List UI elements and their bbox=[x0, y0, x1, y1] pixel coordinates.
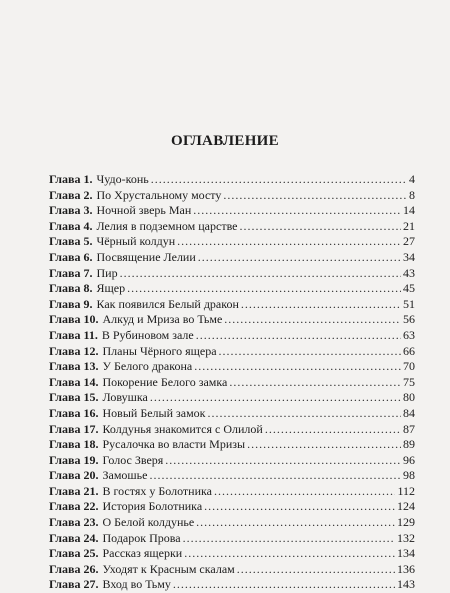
dot-leader bbox=[237, 562, 395, 578]
chapter-title: Замошье bbox=[102, 468, 148, 483]
dot-leader bbox=[208, 406, 402, 422]
chapter-title: Алкуд и Мриза во Тьме bbox=[102, 312, 223, 327]
chapter-page-number: 14 bbox=[403, 203, 415, 218]
toc-entry bbox=[49, 219, 415, 235]
chapter-page-number: 84 bbox=[403, 405, 415, 420]
chapter-title: Чёрный колдун bbox=[96, 234, 176, 249]
chapter-page-number: 70 bbox=[403, 359, 415, 374]
chapter-title: Как появился Белый дракон bbox=[96, 296, 239, 311]
chapter-label: Глава 7. bbox=[49, 265, 93, 280]
chapter-title: Русалочка во власти Мризы bbox=[102, 437, 246, 452]
chapter-title: Покорение Белого замка bbox=[102, 374, 228, 389]
dot-leader bbox=[173, 577, 395, 593]
dot-leader bbox=[198, 250, 401, 266]
dot-leader bbox=[194, 359, 401, 375]
chapter-title: Ящер bbox=[96, 281, 126, 296]
table-of-contents bbox=[49, 172, 415, 593]
toc-entry bbox=[49, 515, 415, 531]
chapter-page-number: 75 bbox=[403, 374, 415, 389]
toc-entry bbox=[49, 266, 415, 282]
chapter-label: Глава 22. bbox=[49, 499, 99, 514]
chapter-label: Глава 12. bbox=[49, 343, 99, 358]
dot-leader bbox=[219, 344, 401, 360]
chapter-page-number: 21 bbox=[403, 218, 415, 233]
chapter-title: Вход во Тьму bbox=[102, 577, 171, 592]
toc-entry bbox=[49, 375, 415, 391]
toc-entry bbox=[49, 562, 415, 578]
dot-leader bbox=[193, 203, 401, 219]
toc-entry bbox=[49, 203, 415, 219]
dot-leader bbox=[184, 546, 395, 562]
chapter-title: У Белого дракона bbox=[102, 359, 193, 374]
dot-leader bbox=[183, 531, 395, 547]
chapter-label: Глава 1. bbox=[49, 172, 93, 186]
toc-entry bbox=[49, 188, 415, 204]
chapter-page-number: 34 bbox=[403, 249, 415, 264]
toc-entry bbox=[49, 250, 415, 266]
chapter-page-number: 8 bbox=[409, 187, 415, 202]
chapter-page-number: 56 bbox=[403, 312, 415, 327]
dot-leader bbox=[240, 219, 402, 235]
toc-entry bbox=[49, 437, 415, 453]
dot-leader bbox=[224, 312, 401, 328]
chapter-page-number: 4 bbox=[409, 172, 415, 186]
chapter-page-number: 96 bbox=[403, 452, 415, 467]
chapter-label: Глава 2. bbox=[49, 187, 93, 202]
chapter-page-number: 63 bbox=[403, 327, 415, 342]
chapter-label: Глава 20. bbox=[49, 468, 99, 483]
chapter-title: Пир bbox=[96, 265, 118, 280]
chapter-page-number: 98 bbox=[403, 468, 415, 483]
chapter-label: Глава 27. bbox=[49, 577, 99, 592]
toc-entry bbox=[49, 406, 415, 422]
toc-entry bbox=[49, 234, 415, 250]
chapter-title: О Белой колдунье bbox=[102, 515, 195, 530]
dot-leader bbox=[241, 297, 401, 313]
dot-leader bbox=[127, 281, 401, 297]
chapter-page-number: 136 bbox=[397, 561, 415, 576]
chapter-page-number: 129 bbox=[397, 515, 415, 530]
chapter-label: Глава 25. bbox=[49, 546, 99, 561]
dot-leader bbox=[196, 328, 401, 344]
chapter-title: В гостях у Болотника bbox=[102, 483, 212, 498]
chapter-title: Ловушка bbox=[102, 390, 148, 405]
toc-entry bbox=[49, 577, 415, 593]
dot-leader bbox=[265, 422, 401, 438]
chapter-page-number: 27 bbox=[403, 234, 415, 249]
chapter-title: Планы Чёрного ящера bbox=[102, 343, 217, 358]
chapter-page-number: 132 bbox=[397, 530, 415, 545]
chapter-title: Голос Зверя bbox=[102, 452, 164, 467]
chapter-label: Глава 9. bbox=[49, 296, 93, 311]
chapter-label: Глава 13. bbox=[49, 359, 99, 374]
chapter-title: Чудо-конь bbox=[96, 172, 149, 186]
chapter-title: Лелия в подземном царстве bbox=[96, 218, 238, 233]
dot-leader bbox=[223, 188, 407, 204]
chapter-label: Глава 18. bbox=[49, 437, 99, 452]
chapter-page-number: 89 bbox=[403, 437, 415, 452]
chapter-title: История Болотника bbox=[102, 499, 203, 514]
toc-entry bbox=[49, 546, 415, 562]
dot-leader bbox=[165, 453, 401, 469]
toc-entry bbox=[49, 281, 415, 297]
dot-leader bbox=[149, 468, 401, 484]
chapter-label: Глава 5. bbox=[49, 234, 93, 249]
chapter-label: Глава 3. bbox=[49, 203, 93, 218]
toc-entry bbox=[49, 531, 415, 547]
chapter-page-number: 66 bbox=[403, 343, 415, 358]
chapter-label: Глава 10. bbox=[49, 312, 99, 327]
chapter-label: Глава 14. bbox=[49, 374, 99, 389]
chapter-title: Новый Белый замок bbox=[102, 405, 206, 420]
toc-entry bbox=[49, 468, 415, 484]
toc-entry bbox=[49, 297, 415, 313]
chapter-label: Глава 16. bbox=[49, 405, 99, 420]
chapter-title: В Рубиновом зале bbox=[101, 327, 194, 342]
dot-leader bbox=[229, 375, 401, 391]
chapter-page-number: 112 bbox=[397, 483, 415, 498]
chapter-title: По Хрустальному мосту bbox=[96, 187, 222, 202]
chapter-label: Глава 6. bbox=[49, 249, 93, 264]
toc-entry bbox=[49, 499, 415, 515]
chapter-title: Колдунья знакомится с Олилой bbox=[102, 421, 263, 436]
chapter-label: Глава 17. bbox=[49, 421, 99, 436]
chapter-page-number: 43 bbox=[403, 265, 415, 280]
chapter-page-number: 87 bbox=[403, 421, 415, 436]
dot-leader bbox=[214, 484, 395, 500]
chapter-title: Подарок Прова bbox=[102, 530, 181, 545]
dot-leader bbox=[151, 172, 407, 188]
toc-entry bbox=[49, 328, 415, 344]
chapter-title: Ночной зверь Ман bbox=[96, 203, 192, 218]
dot-leader bbox=[120, 266, 401, 282]
chapter-label: Глава 4. bbox=[49, 218, 93, 233]
chapter-label: Глава 24. bbox=[49, 530, 99, 545]
toc-entry bbox=[49, 453, 415, 469]
chapter-page-number: 143 bbox=[397, 577, 415, 592]
dot-leader bbox=[196, 515, 395, 531]
chapter-title: Посвящение Лелии bbox=[96, 249, 196, 264]
chapter-page-number: 45 bbox=[403, 281, 415, 296]
toc-entry bbox=[49, 359, 415, 375]
toc-entry bbox=[49, 344, 415, 360]
toc-entry bbox=[49, 390, 415, 406]
toc-entry bbox=[49, 422, 415, 438]
chapter-label: Глава 21. bbox=[49, 483, 99, 498]
dot-leader bbox=[150, 390, 401, 406]
dot-leader bbox=[247, 437, 401, 453]
chapter-label: Глава 23. bbox=[49, 515, 99, 530]
toc-entry bbox=[49, 484, 415, 500]
chapter-page-number: 124 bbox=[397, 499, 415, 514]
chapter-label: Глава 19. bbox=[49, 452, 99, 467]
chapter-page-number: 51 bbox=[403, 296, 415, 311]
chapter-title: Рассказ ящерки bbox=[102, 546, 183, 561]
page-title: ОГЛАВЛЕНИЕ bbox=[171, 133, 279, 149]
dot-leader bbox=[204, 499, 395, 515]
toc-entry bbox=[49, 312, 415, 328]
chapter-label: Глава 8. bbox=[49, 281, 93, 296]
dot-leader bbox=[177, 234, 401, 250]
chapter-label: Глава 11. bbox=[49, 327, 98, 342]
chapter-page-number: 134 bbox=[397, 546, 415, 561]
chapter-title: Уходят к Красным скалам bbox=[102, 561, 235, 576]
toc-entry bbox=[49, 172, 415, 188]
chapter-label: Глава 15. bbox=[49, 390, 99, 405]
chapter-page-number: 80 bbox=[403, 390, 415, 405]
chapter-label: Глава 26. bbox=[49, 561, 99, 576]
